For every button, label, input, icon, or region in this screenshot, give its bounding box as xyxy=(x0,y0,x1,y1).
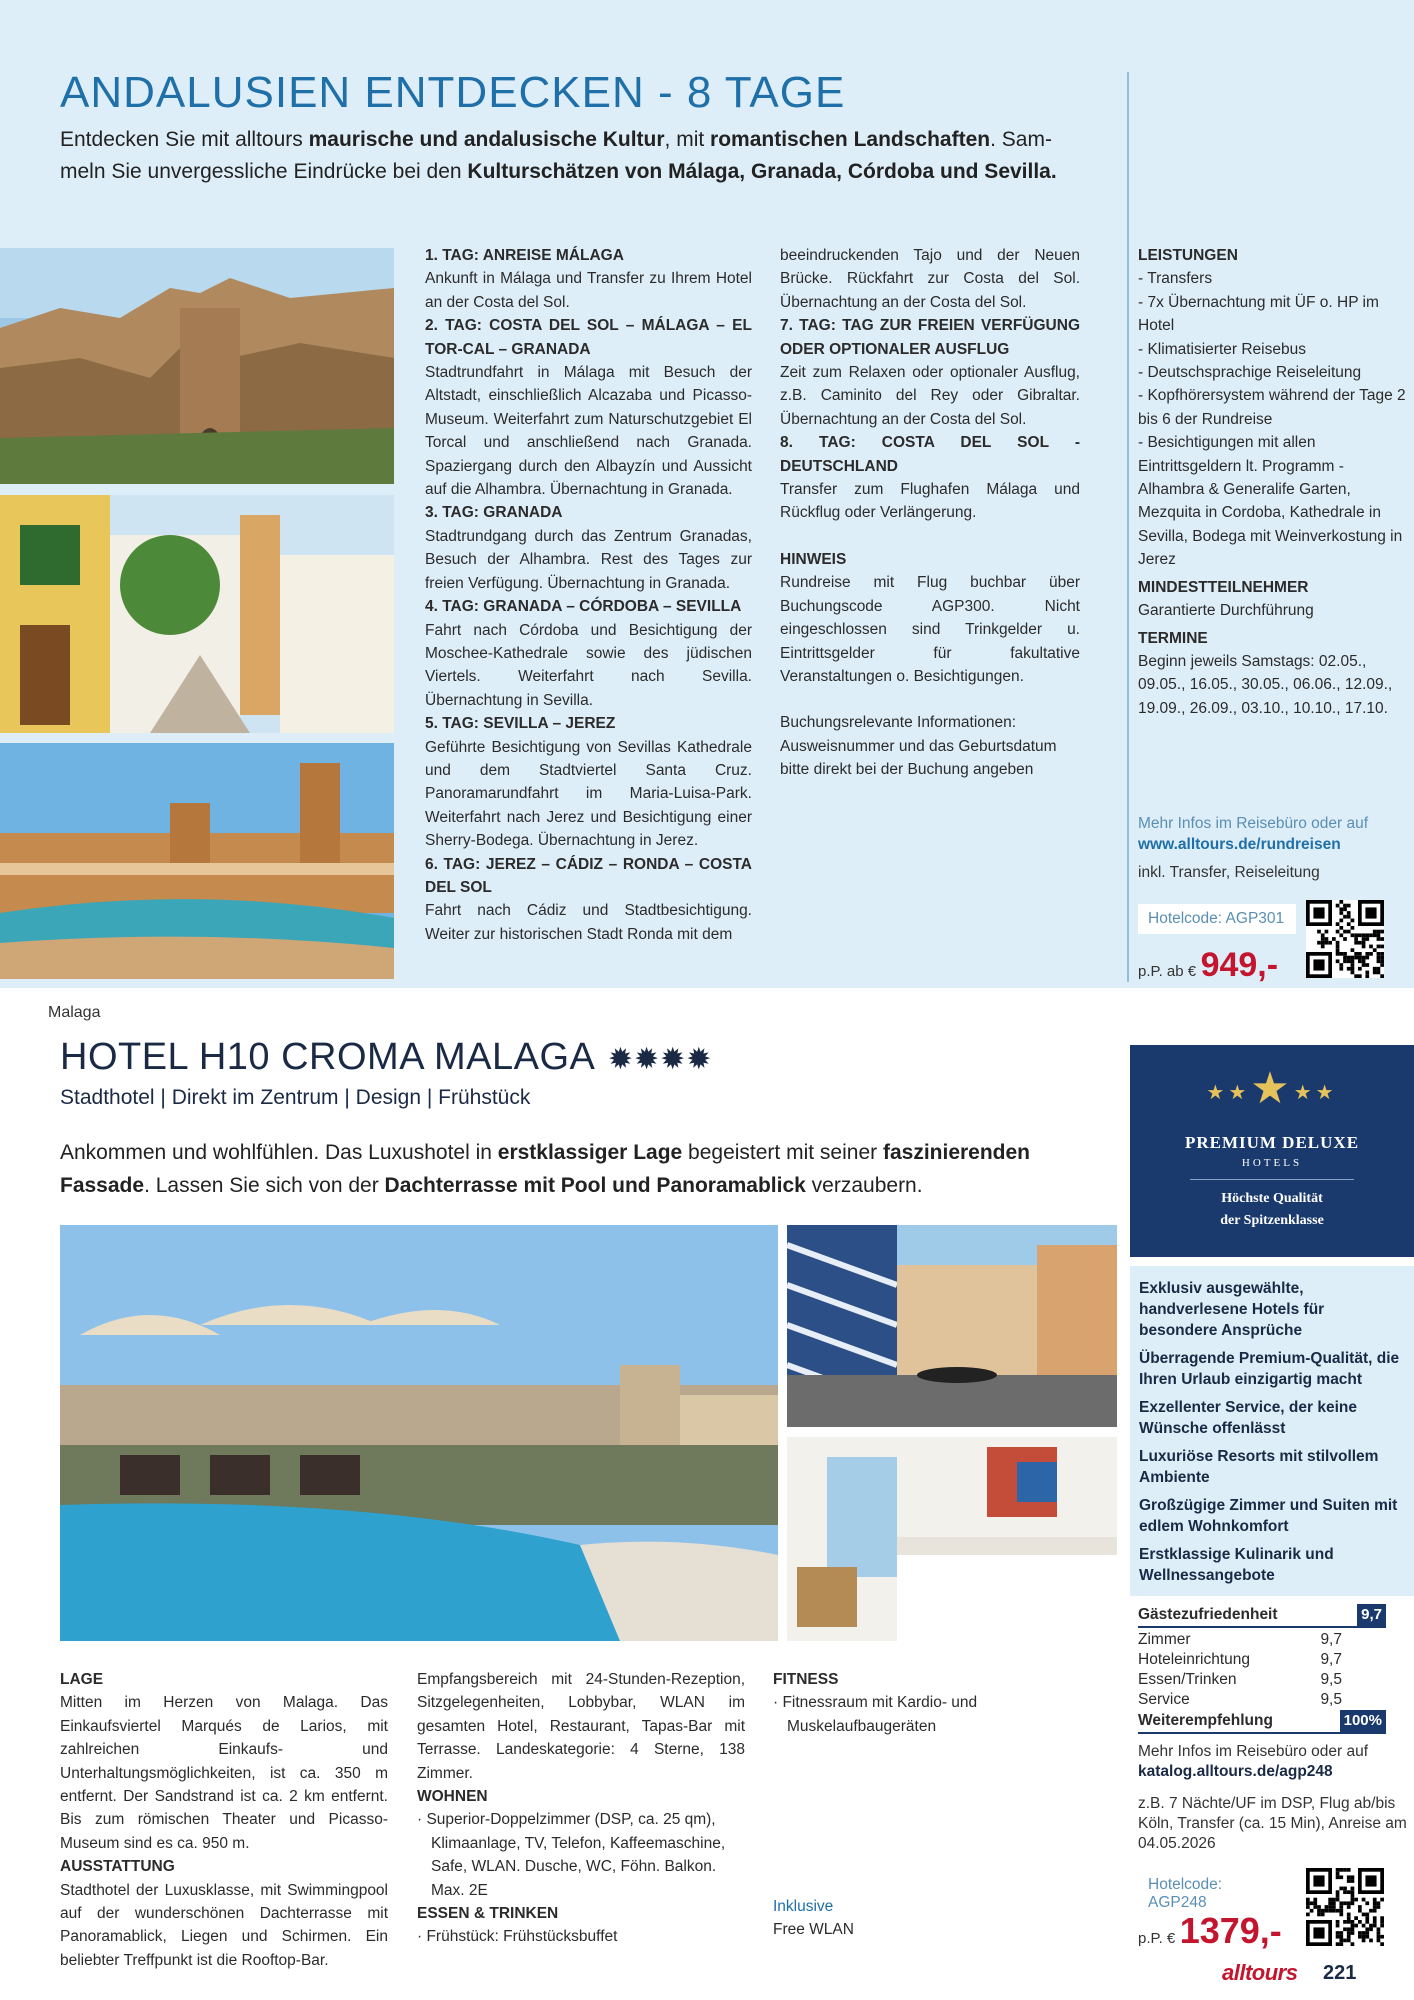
rating-items xyxy=(1138,1628,1386,1710)
andalusian-street-photo xyxy=(0,495,394,733)
intro-segment: begeistert mit seiner xyxy=(682,1141,883,1164)
intro-segment: faszinierenden xyxy=(882,1141,1031,1164)
inclusive-box xyxy=(773,1895,973,1942)
premium-feature-item: Erstklassige Kulinarik und Wellnessangebote xyxy=(1139,1546,1334,1584)
service-item: - Transfers xyxy=(1138,270,1213,288)
rooftop-bar-photo xyxy=(787,1225,1117,1427)
day-heading: 1. TAG: ANREISE MÁLAGA xyxy=(425,247,624,264)
rating-label: Service xyxy=(1138,1691,1190,1708)
premium-tagline-2: der Spitzenklasse xyxy=(1220,1213,1324,1228)
premium-feature-item: Exklusiv ausgewählte, handverlesene Hotels für besondere Ansprüche xyxy=(1139,1280,1325,1339)
hinweis-text: Rundreise mit Flug buchbar über Buchungscode AGP300. Nicht eingeschlossen sind Trinkgelder u. Eintrittsgelder für fakultative Veranstaltungen o. Besichtigungen. xyxy=(780,574,1080,685)
trip-price-value: 949,- xyxy=(1200,946,1279,984)
intro-segment: maurische und andalusische Kultur xyxy=(308,128,665,151)
trip-more-info-text: Mehr Infos im Reisebüro oder auf xyxy=(1138,815,1369,832)
fitness-text: · Fitnessraum mit Kardio- und Muskelaufbaugeräten xyxy=(773,1694,978,1735)
guest-satisfaction-row xyxy=(1138,1604,1386,1628)
service-item: - Deutschsprachige Reiseleitung xyxy=(1138,364,1362,382)
ronda-bridge-photo xyxy=(0,248,394,484)
rating-value: 9,7 xyxy=(1320,1651,1342,1668)
intro-segment: erstklassiger Lage xyxy=(497,1141,683,1164)
rooms-text: · Superior-Doppelzimmer (DSP, ca. 25 qm), Klimaanlage, TV, Telefon, Kaffeemaschine, Safe, WLAN. Dusche, WC, Föhn. Balkon. Max. 2E xyxy=(417,1811,726,1899)
plaza-espana-photo xyxy=(0,743,394,979)
premium-brand-sub: HOTELS xyxy=(1241,1157,1303,1169)
services-column xyxy=(1138,244,1408,720)
dates-heading: TERMINE xyxy=(1138,629,1208,647)
equipment-heading: AUSSTATTUNG xyxy=(60,1858,175,1876)
intro-segment: . Lassen Sie sich von der xyxy=(144,1174,385,1197)
trip-intro xyxy=(60,124,1070,188)
premium-brand: PREMIUM DELUXE xyxy=(1184,1133,1360,1152)
booking-info: Buchungsrelevante Informationen: Ausweisnummer und das Geburtsdatum bitte direkt bei der Buchung angeben xyxy=(780,714,1057,779)
day-heading: 6. TAG: JEREZ – CÁDIZ – RONDA – COSTA DEL SOL xyxy=(425,855,752,896)
hotel-price-value: 1379,- xyxy=(1179,1910,1282,1951)
fitness-heading: FITNESS xyxy=(773,1671,839,1688)
rooftop-pool-photo xyxy=(60,1225,778,1641)
rating-row xyxy=(1138,1650,1386,1670)
intro-segment: Entdecken Sie mit alltours xyxy=(60,128,309,151)
premium-tagline-1: Höchste Qualität xyxy=(1221,1191,1323,1206)
trip-hotelcode: Hotelcode: AGP301 xyxy=(1138,904,1296,934)
guest-satisfaction-value: 9,7 xyxy=(1357,1604,1386,1626)
trip-qr-code[interactable] xyxy=(1306,900,1384,978)
recommendation-label: Weiterempfehlung xyxy=(1138,1712,1273,1729)
equipment-text: Stadthotel der Luxusklasse, mit Swimmingpool auf der wunderschönen Dachterrasse mit Panoramablick, Liegen und Schirmen. Ein beliebter Treffpunkt ist die Rooftop-Bar. xyxy=(60,1881,388,1969)
trip-title: ANDALUSIEN ENTDECKEN - 8 TAGE xyxy=(60,68,846,117)
service-item: - 7x Übernachtung mit ÜF o. HP im Hotel xyxy=(1138,293,1379,335)
hinweis-heading: HINWEIS xyxy=(780,550,847,568)
day-heading: 8. TAG: COSTA DEL SOL - DEUTSCHLAND xyxy=(780,434,1080,475)
itinerary-column-2 xyxy=(780,244,1080,782)
inclusive-text: Free WLAN xyxy=(773,1921,854,1939)
intro-segment: Dachterrasse mit Pool und Panoramablick xyxy=(384,1174,806,1197)
itinerary-days xyxy=(780,244,1080,525)
day-text: Ankunft in Málaga und Transfer zu Ihrem Hotel an der Costa del Sol. xyxy=(425,270,752,311)
inclusive-heading: Inklusive xyxy=(773,1898,834,1915)
day-text: Fahrt nach Cádiz und Stadtbesichtigung. Weiter zur historischen Stadt Ronda mit dem xyxy=(425,902,752,943)
hotel-more-info-text: Mehr Infos im Reisebüro oder auf xyxy=(1138,1743,1369,1760)
intro-segment: , mit xyxy=(664,128,711,151)
service-item: - Besichtigungen mit allen Eintrittsgeldern lt. Programm - Alhambra & Generalife Garten, Mezquita in Cordoba, Kathedrale in Sevilla, Bodega mit Weinverkostung in Jerez xyxy=(1138,434,1403,569)
rating-label: Essen/Trinken xyxy=(1138,1671,1237,1688)
day-text: beeindruckenden Tajo und der Neuen Brücke. Rückfahrt zur Costa del Sol. Übernachtung an der Costa del Sol. xyxy=(780,247,1080,311)
service-item: - Kopfhörersystem während der Tage 2 bis 6 der Rundreise xyxy=(1138,387,1406,428)
location-text: Mitten im Herzen von Malaga. Das Einkaufsviertel Marqués de Larios, mit zahlreichen Einkaufs- und Unterhaltungsmöglichkeiten, ist ca. 350 m entfernt. Der Sandstrand ist ca. 2 km entfernt. Bis zum römischen Theater und Picasso-Museum sind es ca. 950 m. xyxy=(60,1694,388,1852)
rating-value: 9,5 xyxy=(1320,1691,1342,1708)
hotel-qr-code[interactable] xyxy=(1306,1868,1384,1946)
premium-feature-item: Luxuriöse Resorts mit stilvollem Ambiente xyxy=(1139,1448,1379,1486)
premium-feature-item: Großzügige Zimmer und Suiten mit edlem Wohnkomfort xyxy=(1139,1497,1398,1535)
day-text: Stadtrundfahrt in Málaga mit Besuch der Altstadt, einschließlich Alcazaba und Picasso-Museum. Weiterfahrt zum Naturschutzgebiet El Torcal und anschließend nach Granada. Spaziergang durch den Albayzín und Aussicht auf die Alhambra. Übernachtung in Granada. xyxy=(425,364,752,499)
hotel-url-link[interactable]: katalog.alltours.de/agp248 xyxy=(1138,1763,1333,1780)
services-list xyxy=(1138,267,1408,571)
hotel-more-info xyxy=(1138,1742,1408,1854)
day-heading: 3. TAG: GRANADA xyxy=(425,504,563,522)
hotel-subtitle: Stadthotel | Direkt im Zentrum | Design | Frühstück xyxy=(60,1086,531,1109)
guest-satisfaction-label: Gästezufriedenheit xyxy=(1138,1606,1278,1623)
vertical-divider xyxy=(1127,72,1129,982)
day-heading: 7. TAG: TAG ZUR FREIEN VERFÜGUNG ODER OPTIONALER AUSFLUG xyxy=(780,317,1080,358)
intro-segment: meln Sie unvergessliche Eindrücke bei den xyxy=(60,160,468,183)
food-heading: ESSEN & TRINKEN xyxy=(417,1905,559,1923)
hotel-column-1 xyxy=(60,1668,388,1972)
alltours-logo: alltours xyxy=(1222,1960,1298,1985)
recommendation-row xyxy=(1138,1710,1386,1734)
dates-text: Beginn jeweils Samstags: 02.05., 09.05., 16.05., 30.05., 06.06., 12.09., 19.09., 26.09., 03.10., 10.10., 17.10. xyxy=(1138,652,1393,717)
hotel-name-row xyxy=(60,1036,712,1079)
premium-divider xyxy=(1190,1179,1354,1180)
premium-deluxe-badge xyxy=(1130,1045,1414,1257)
min-participants-text: Garantierte Durchführung xyxy=(1138,602,1314,620)
day-text: Geführte Besichtigung von Sevillas Kathedrale und dem Stadtviertel Santa Cruz. Panoramarundfahrt im Maria-Luisa-Park. Weiterfahrt nach Jerez und Besichtigung einer Sherry-Bodega. Übernachtung in Jerez. xyxy=(425,738,752,850)
intro-segment: Ankommen und wohlfühlen. Das Luxushotel in xyxy=(60,1141,498,1164)
hotel-price xyxy=(1138,1910,1282,1952)
rating-value: 9,7 xyxy=(1320,1631,1342,1648)
intro-segment: verzaubern. xyxy=(805,1174,923,1197)
hotel-price-prefix: p.P. € xyxy=(1138,1930,1176,1947)
rating-label: Zimmer xyxy=(1138,1631,1191,1648)
page-number: 221 xyxy=(1323,1962,1357,1984)
rooms-heading: WOHNEN xyxy=(417,1788,488,1806)
day-heading: 2. TAG: COSTA DEL SOL – MÁLAGA – EL TOR-CAL – GRANADA xyxy=(425,317,752,358)
trip-more-info xyxy=(1138,813,1408,883)
hotel-room-photo xyxy=(787,1437,1117,1641)
min-participants-heading: MINDESTTEILNEHMER xyxy=(1138,578,1309,596)
premium-stars-icon: ★★★★★ xyxy=(1206,1064,1338,1113)
facilities-text: Empfangsbereich mit 24-Stunden-Rezeption, Sitzgelegenheiten, Lobbybar, WLAN im gesamten Hotel, Restaurant, Tapas-Bar mit Terrasse. Landeskategorie: 4 Sterne, 138 Zimmer. xyxy=(417,1671,745,1782)
recommendation-value: 100% xyxy=(1340,1710,1386,1732)
day-text: Fahrt nach Córdoba und Besichtigung der Moschee-Kathedrale sowie des jüdischen Viertels. Weiterfahrt nach Sevilla. Übernachtung in Sevilla. xyxy=(425,621,752,709)
premium-feature-item: Überragende Premium-Qualität, die Ihren Urlaub einzigartig macht xyxy=(1139,1350,1400,1388)
premium-feature-item: Exzellenter Service, der keine Wünsche offenlässt xyxy=(1139,1399,1357,1437)
rating-row xyxy=(1138,1670,1386,1690)
hotel-name: HOTEL H10 CROMA MALAGA xyxy=(60,1036,596,1078)
trip-price-prefix: p.P. ab € xyxy=(1138,963,1197,980)
food-text: · Frühstück: Frühstücksbuffet xyxy=(417,1928,618,1946)
day-heading: 5. TAG: SEVILLA – JEREZ xyxy=(425,715,616,733)
services-heading: LEISTUNGEN xyxy=(1138,247,1238,264)
hotel-intro xyxy=(60,1136,1080,1202)
itinerary-column-1 xyxy=(425,244,752,946)
trip-url-link[interactable]: www.alltours.de/rundreisen xyxy=(1138,836,1341,853)
rating-row xyxy=(1138,1690,1386,1710)
location-heading: LAGE xyxy=(60,1671,104,1688)
premium-features xyxy=(1130,1266,1414,1596)
hotel-column-2 xyxy=(417,1668,745,1949)
rating-value: 9,5 xyxy=(1320,1671,1342,1688)
ratings-box xyxy=(1138,1604,1386,1734)
trip-price xyxy=(1138,946,1278,985)
intro-segment: Fassade xyxy=(60,1174,145,1197)
intro-segment: Kulturschätzen von Málaga, Granada, Córdoba und Sevilla. xyxy=(467,160,1057,183)
day-text: Transfer zum Flughafen Málaga und Rückflug oder Verlängerung. xyxy=(780,481,1080,522)
hotel-stars: ✹✹✹✹ xyxy=(607,1043,713,1076)
service-item: - Klimatisierter Reisebus xyxy=(1138,340,1306,358)
intro-segment: . Sam- xyxy=(990,128,1052,151)
day-heading: 4. TAG: GRANADA – CÓRDOBA – SEVILLA xyxy=(425,598,742,616)
day-text: Zeit zum Relaxen oder optionaler Ausflug, z.B. Caminito del Rey oder Gibraltar. Übernachtung an der Costa del Sol. xyxy=(780,364,1080,428)
hotel-hotelcode: Hotelcode: AGP248 xyxy=(1138,1870,1293,1918)
intro-segment: romantischen Landschaften xyxy=(710,128,991,151)
trip-included: inkl. Transfer, Reiseleitung xyxy=(1138,864,1320,881)
day-text: Stadtrundgang durch das Zentrum Granadas, Besuch der Alhambra. Rest des Tages zur freien Verfügung. Übernachtung in Granada. xyxy=(425,527,752,592)
hotel-offer-text: z.B. 7 Nächte/UF im DSP, Flug ab/bis Köln, Transfer (ca. 15 Min), Anreise am 04.05.2026 xyxy=(1138,1795,1407,1852)
rating-row xyxy=(1138,1630,1386,1650)
hotel-location-tag: Malaga xyxy=(48,1004,101,1021)
hotel-column-3 xyxy=(773,1668,1113,1738)
rating-label: Hoteleinrichtung xyxy=(1138,1651,1251,1668)
